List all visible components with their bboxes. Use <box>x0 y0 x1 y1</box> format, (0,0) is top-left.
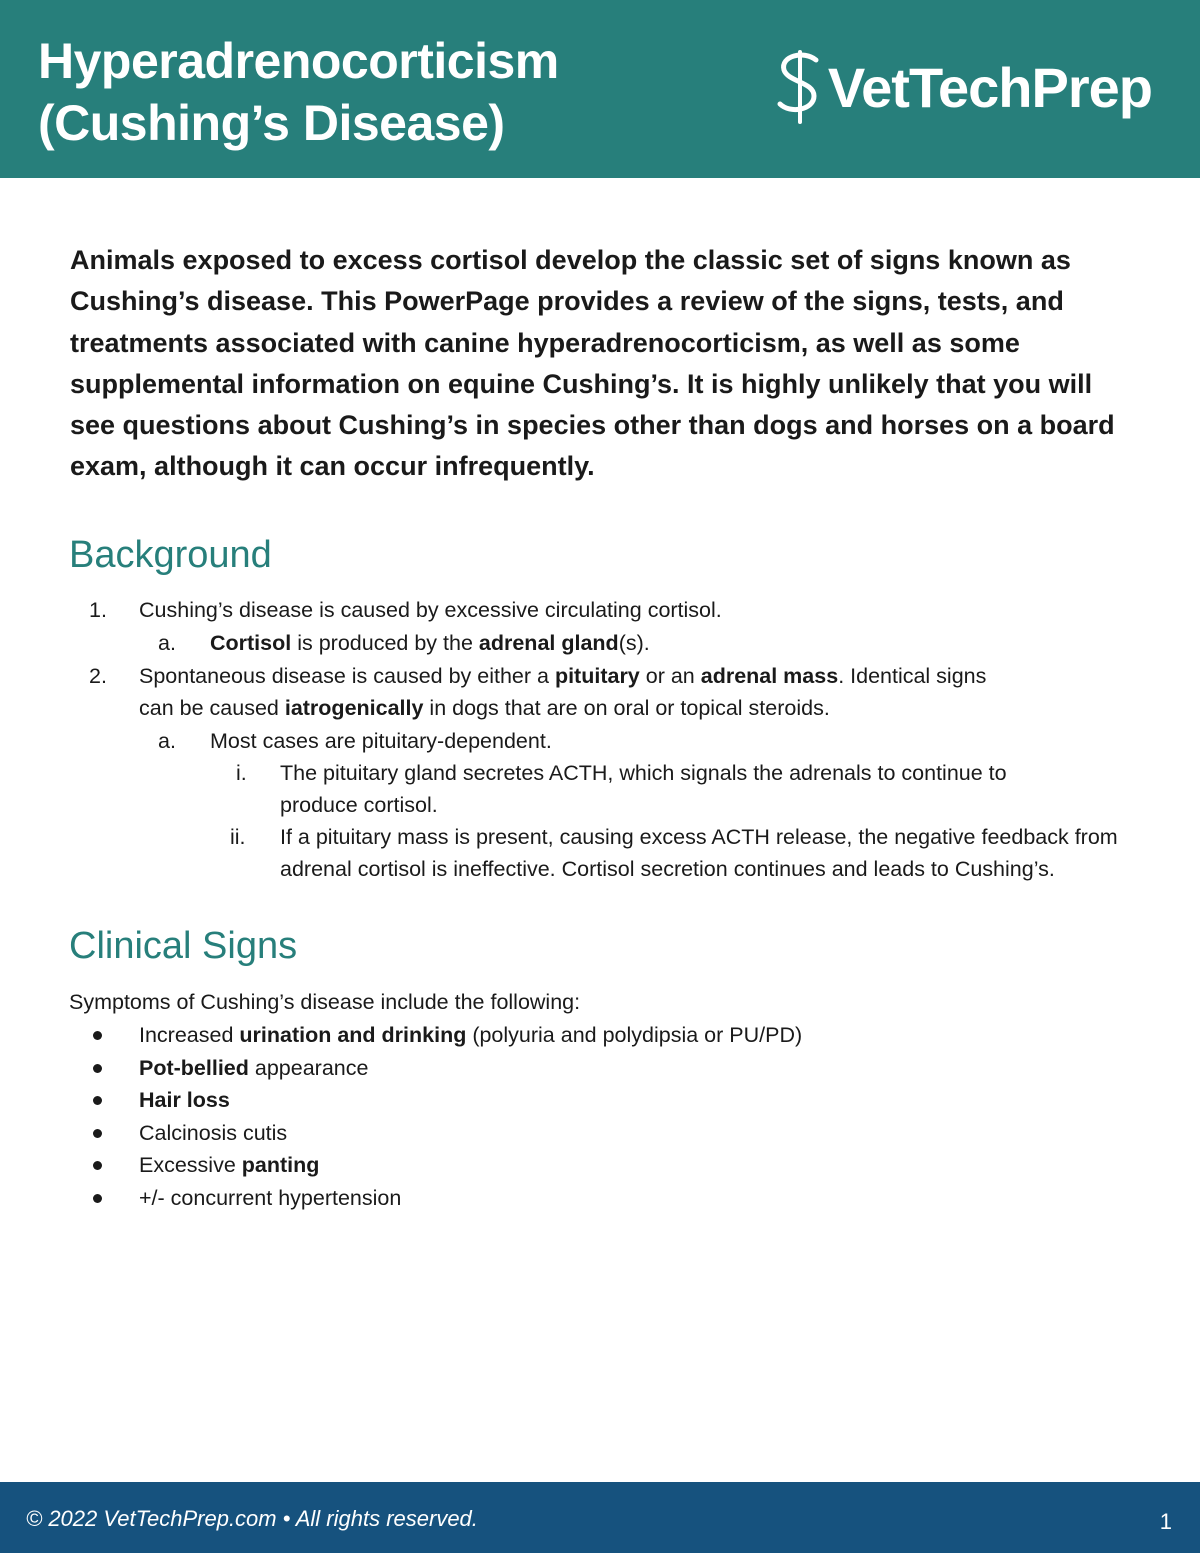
list-marker: 2. <box>89 664 107 688</box>
bullet-icon <box>93 1096 102 1105</box>
list-marker: 1. <box>89 598 107 622</box>
bullet-icon <box>93 1194 102 1203</box>
intro-line: exam, although it can occur infrequently. <box>70 451 595 482</box>
background-item-2a-i: The pituitary gland secretes ACTH, which signals the adrenals to continue to <box>280 761 1007 785</box>
sign-item: Calcinosis cutis <box>139 1121 288 1145</box>
list-marker: ii. <box>230 825 246 849</box>
copyright-text: © 2022 VetTechPrep.com • All rights reserved. <box>26 1506 478 1531</box>
intro-line: Animals exposed to excess cortisol develop the classic set of signs known as <box>70 245 1071 275</box>
sign-item: Excessive panting <box>139 1153 320 1177</box>
intro-line: Cushing’s disease. This PowerPage provides a review of the signs, tests, and <box>70 286 1064 317</box>
brand-logo <box>774 48 1152 126</box>
intro-paragraph <box>70 240 1130 488</box>
list-marker: a. <box>158 729 176 753</box>
title-line-2: (Cushing’s Disease) <box>38 95 505 151</box>
clinical-signs-heading: Clinical Signs <box>69 925 298 967</box>
page-title <box>38 30 559 154</box>
title-line-1: Hyperadrenocorticism <box>38 33 559 89</box>
intro-line: supplemental information on equine Cushing’s. It is highly unlikely that you will <box>70 368 1093 399</box>
caduceus-s-icon <box>774 48 822 126</box>
page-footer <box>0 1482 1200 1553</box>
background-item-2a-i-cont: produce cortisol. <box>280 793 438 817</box>
bullet-icon <box>93 1031 102 1040</box>
background-item-1a: Cortisol is produced by the adrenal gland(s). <box>210 631 650 655</box>
background-item-2-cont: can be caused iatrogenically in dogs that are on oral or topical steroids. <box>139 696 830 720</box>
page-number: 1 <box>1159 1509 1172 1534</box>
list-marker: i. <box>236 761 247 785</box>
background-item-1: Cushing’s disease is caused by excessive circulating cortisol. <box>139 598 722 622</box>
background-heading: Background <box>69 534 272 576</box>
page-header <box>0 0 1200 178</box>
background-item-2a-ii-cont: adrenal cortisol is ineffective. Cortisol secretion continues and leads to Cushing’s. <box>280 857 1055 881</box>
sign-item: Increased urination and drinking (polyuria and polydipsia or PU/PD) <box>139 1023 803 1047</box>
clinical-signs-lead: Symptoms of Cushing’s disease include the following: <box>69 990 581 1014</box>
bullet-icon <box>93 1064 102 1073</box>
sign-item: +/- concurrent hypertension <box>139 1186 402 1210</box>
list-marker: a. <box>158 631 176 655</box>
sign-item: Hair loss <box>139 1088 230 1112</box>
intro-line: treatments associated with canine hyperadrenocorticism, as well as some <box>70 327 1020 358</box>
background-item-2a-ii: If a pituitary mass is present, causing excess ACTH release, the negative feedback from <box>280 825 1118 849</box>
bullet-icon <box>93 1161 102 1170</box>
background-item-2a: Most cases are pituitary-dependent. <box>210 729 552 753</box>
bullet-icon <box>93 1129 102 1138</box>
background-item-2: Spontaneous disease is caused by either a pituitary or an adrenal mass. Identical signs <box>139 664 987 688</box>
intro-line: see questions about Cushing’s in species other than dogs and horses on a board <box>70 410 1115 441</box>
sign-item: Pot-bellied appearance <box>139 1056 369 1080</box>
brand-name: VetTechPrep <box>827 55 1152 119</box>
